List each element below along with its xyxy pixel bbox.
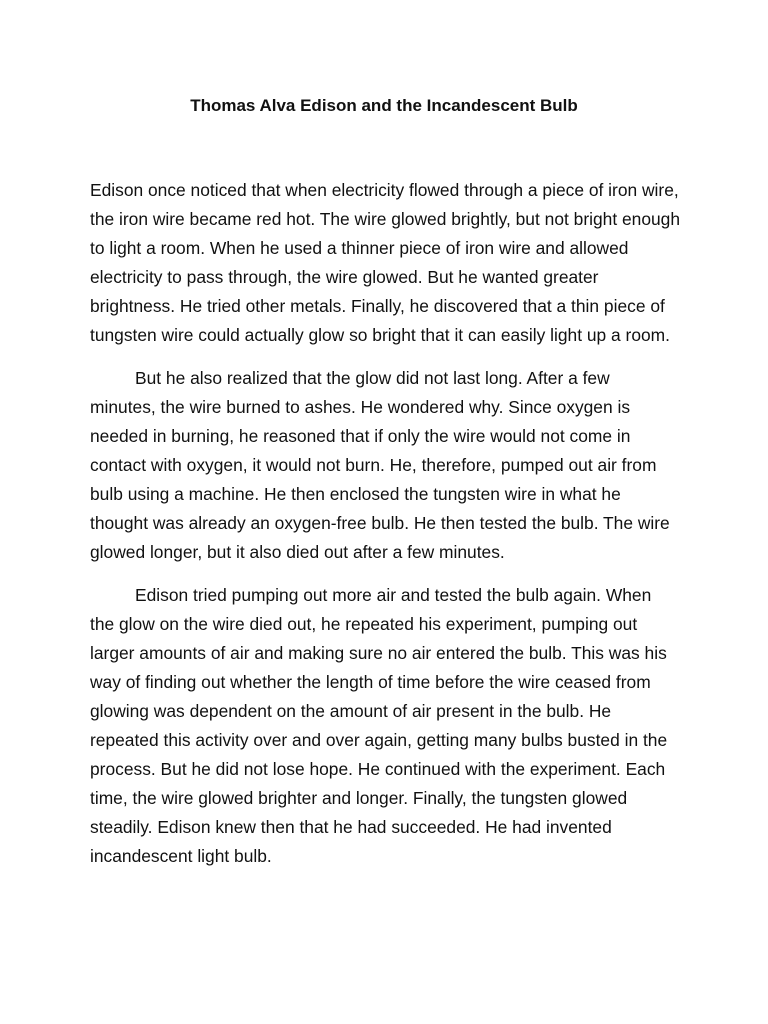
document-body — [90, 176, 680, 885]
document-title: Thomas Alva Edison and the Incandescent Bulb — [190, 96, 578, 115]
paragraph-2: But he also realized that the glow did not last long. After a few minutes, the wire burned to ashes. He wondered why. Since oxygen is needed in burning, he reasoned that if only the wire would not come in contact with oxygen, it would not burn. He, therefore, pumped out air from bulb using a machine. He then enclosed the tungsten wire in what he thought was already an oxygen-free bulb. He then tested the bulb. The wire glowed longer, but it also died out after a few minutes. — [90, 368, 670, 562]
paragraph-1: Edison once noticed that when electricity flowed through a piece of iron wire, the iron wire became red hot. The wire glowed brightly, but not bright enough to light a room. When he used a thinner piece of iron wire and allowed electricity to pass through, the wire glowed. But he wanted greater brightness. He tried other metals. Finally, he discovered that a thin piece of tungsten wire could actually glow so bright that it can easily light up a room. — [90, 180, 681, 345]
paragraph-3: Edison tried pumping out more air and tested the bulb again. When the glow on the wire died out, he repeated his experiment, pumping out larger amounts of air and making sure no air entered the bulb. This was his way of finding out whether the length of time before the wire ceased from glowing was dependent on the amount of air present in the bulb. He repeated this activity over and over again, getting many bulbs busted in the process. But he did not lose hope. He continued with the experiment. Each time, the wire glowed brighter and longer. Finally, the tungsten glowed steadily. Edison knew then that he had succeeded. He had invented incandescent light bulb. — [90, 585, 668, 866]
